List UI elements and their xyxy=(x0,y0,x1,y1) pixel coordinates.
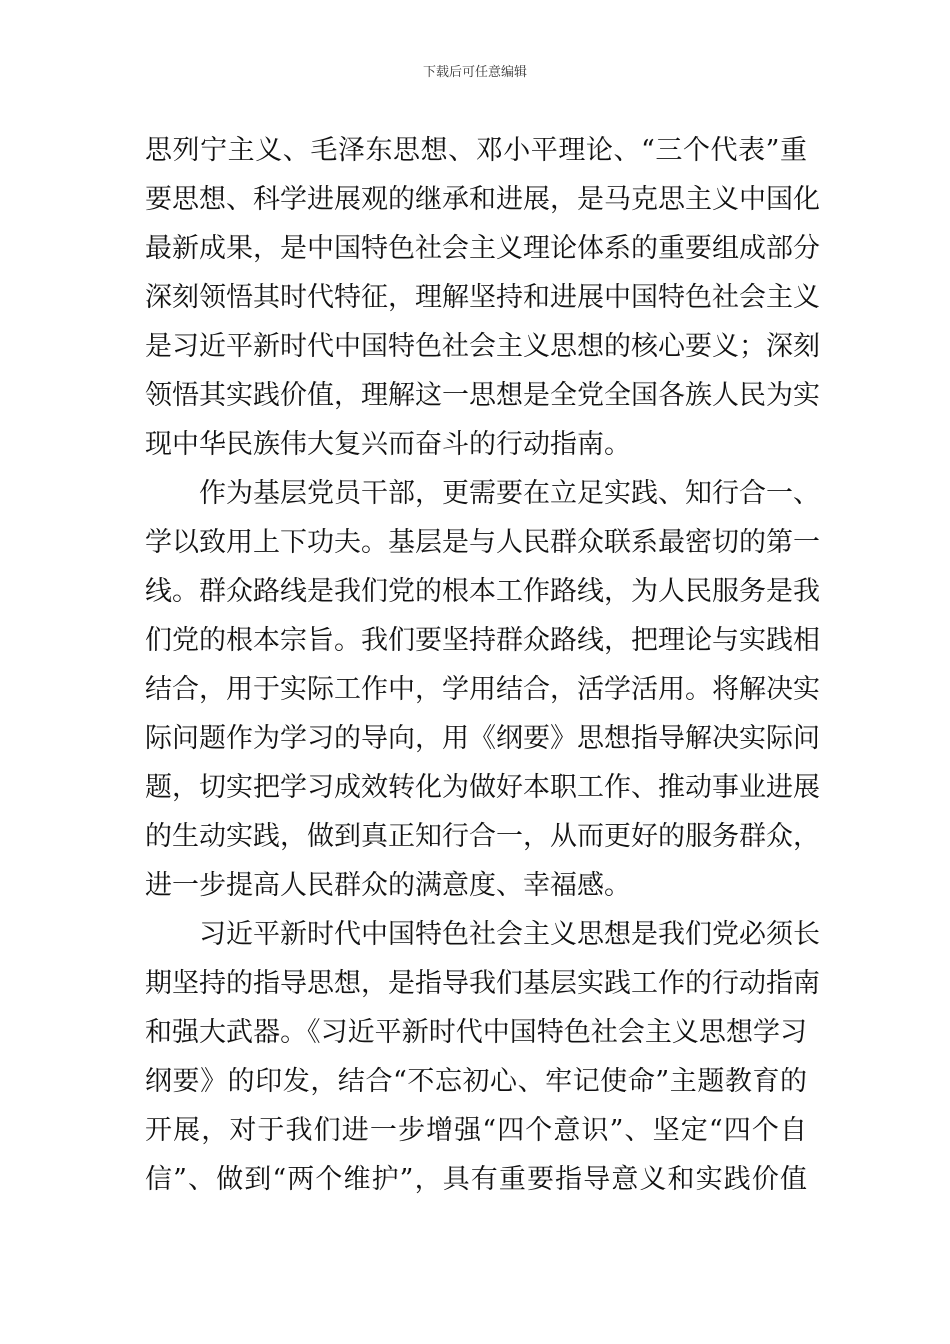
text-line: 的生动实践，做到真正知行合一，从而更好的服务群众， xyxy=(145,821,820,852)
paragraph-start-line: 作为基层党员干部，更需要在立足实践、知行合一、 xyxy=(199,478,820,509)
text-line: 现中华民族伟大复兴而奋斗的行动指南。 xyxy=(145,429,631,460)
text-line: 最新成果，是中国特色社会主义理论体系的重要组成部分 xyxy=(145,233,820,264)
page-header: 下载后可任意编辑 xyxy=(422,65,527,80)
text-line: 结合，用于实际工作中，学用结合，活学活用。将解决实 xyxy=(145,674,820,705)
text-line: 期坚持的指导思想，是指导我们基层实践工作的行动指南 xyxy=(145,968,820,999)
text-line: 开展，对于我们进一步增强“四个意识”、坚定“四个自 xyxy=(145,1115,807,1146)
text-line: 是习近平新时代中国特色社会主义思想的核心要义；深刻 xyxy=(145,331,820,362)
text-line: 际问题作为学习的导向，用《纲要》思想指导解决实际问 xyxy=(145,723,820,754)
text-line: 线。群众路线是我们党的根本工作路线，为人民服务是我 xyxy=(145,576,820,607)
text-line: 学以致用上下功夫。基层是与人民群众联系最密切的第一 xyxy=(145,527,820,558)
text-line: 题，切实把学习成效转化为做好本职工作、推动事业进展 xyxy=(145,772,820,803)
text-line: 领悟其实践价值，理解这一思想是全党全国各族人民为实 xyxy=(145,380,820,411)
text-line: 信”、做到“两个维护”，具有重要指导意义和实践价值 xyxy=(145,1164,807,1195)
text-line: 思列宁主义、毛泽东思想、邓小平理论、“三个代表”重 xyxy=(145,135,807,166)
text-line: 纲要》的印发，结合“不忘初心、牢记使命”主题教育的 xyxy=(145,1066,807,1097)
text-line: 深刻领悟其时代特征，理解坚持和进展中国特色社会主义 xyxy=(145,282,820,313)
text-line: 要思想、科学进展观的继承和进展，是马克思主义中国化 xyxy=(145,184,820,215)
text-line: 和强大武器。《习近平新时代中国特色社会主义思想学习 xyxy=(145,1017,807,1048)
text-line: 进一步提高人民群众的满意度、幸福感。 xyxy=(145,870,631,901)
paragraph-start-line: 习近平新时代中国特色社会主义思想是我们党必须长 xyxy=(199,919,820,950)
document-body xyxy=(145,126,820,1204)
text-line: 们党的根本宗旨。我们要坚持群众路线，把理论与实践相 xyxy=(145,625,820,656)
